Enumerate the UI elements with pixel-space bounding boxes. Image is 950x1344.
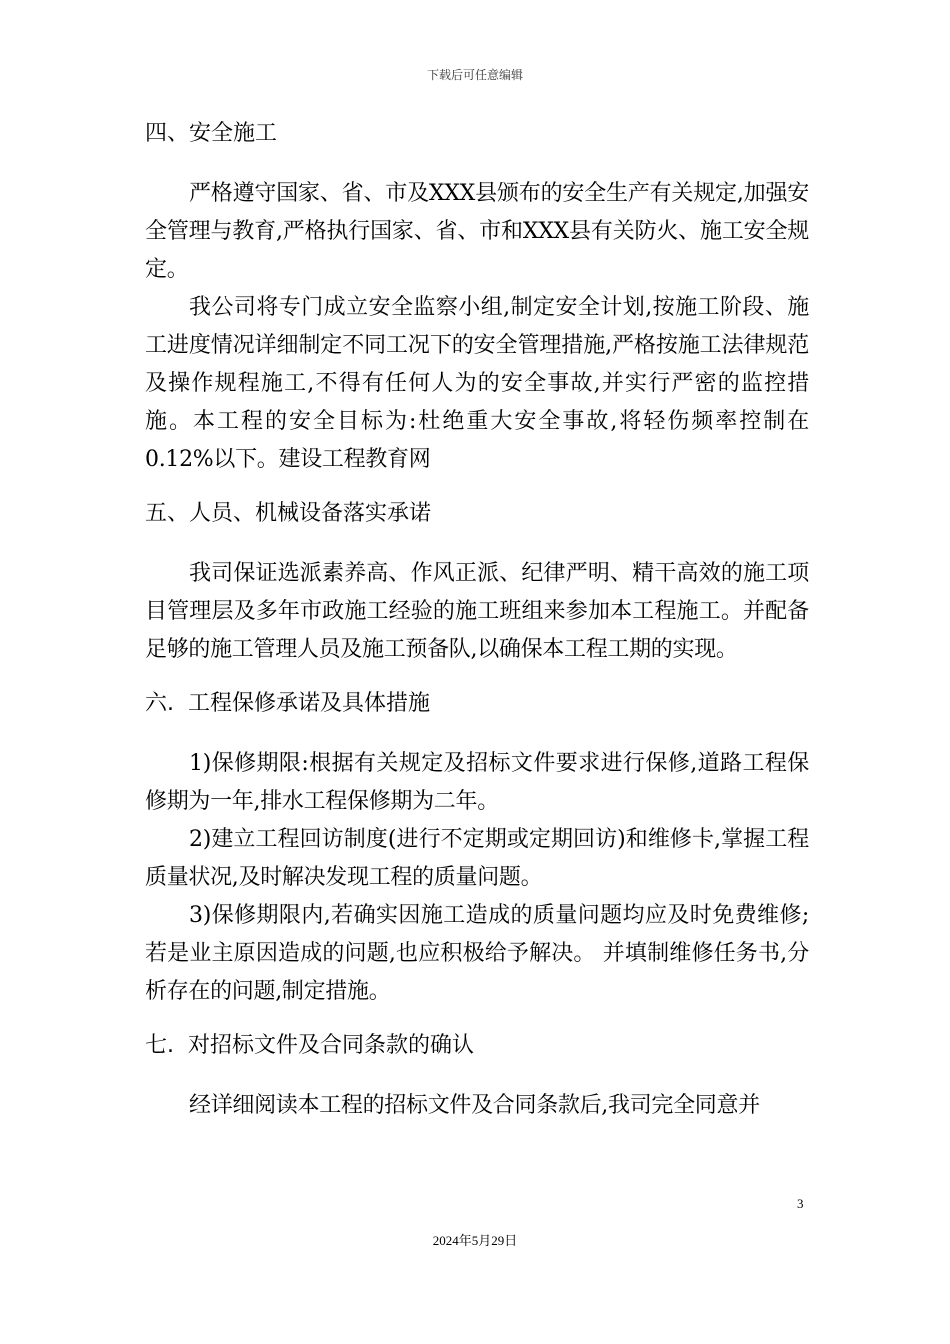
- section-heading-warranty: 六. 工程保修承诺及具体措施: [145, 691, 430, 716]
- paragraph: 1)保修期限:根据有关规定及招标文件要求进行保修,道路工程保修期为一年,排水工程保修期为二年。: [145, 751, 809, 814]
- paragraph: 我司保证选派素养高、作风正派、纪律严明、精干高效的施工项目管理层及多年市政施工经验的施工班组来参加本工程施工。并配备足够的施工管理人员及施工预备队,以确保本工程工期的实现。: [145, 561, 809, 662]
- page-header: 下载后可任意编辑: [426, 68, 523, 82]
- page-footer-date: 2024年5月29日: [432, 1233, 518, 1248]
- document-body: [145, 114, 809, 1125]
- page-number: 3: [797, 1196, 804, 1211]
- paragraph: 2)建立工程回访制度(进行不定期或定期回访)和维修卡,掌握工程质量状况,及时解决发现工程的质量问题。: [145, 827, 809, 890]
- section-heading-safety: 四、安全施工: [145, 121, 278, 146]
- paragraph: 3)保修期限内,若确实因施工造成的质量问题均应及时免费维修;若是业主原因造成的问题,也应积极给予解决。 并填制维修任务书,分析存在的问题,制定措施。: [145, 903, 809, 1004]
- section-heading-confirmation: 七. 对招标文件及合同条款的确认: [145, 1033, 474, 1058]
- section-heading-personnel: 五、人员、机械设备落实承诺: [145, 501, 432, 526]
- paragraph: 我公司将专门成立安全监察小组,制定安全计划,按施工阶段、施工进度情况详细制定不同工况下的安全管理措施,严格按施工法律规范及操作规程施工,不得有任何人为的安全事故,并实行严密的监控措施。本工程的安全目标为:杜绝重大安全事故,将轻伤频率控制在0.12%以下。建设工程教育网: [145, 295, 809, 472]
- paragraph: 经详细阅读本工程的招标文件及合同条款后,我司完全同意并: [189, 1093, 760, 1118]
- paragraph: 严格遵守国家、省、市及XXX县颁布的安全生产有关规定,加强安全管理与教育,严格执行国家、省、市和XXX县有关防火、施工安全规定。: [145, 181, 809, 282]
